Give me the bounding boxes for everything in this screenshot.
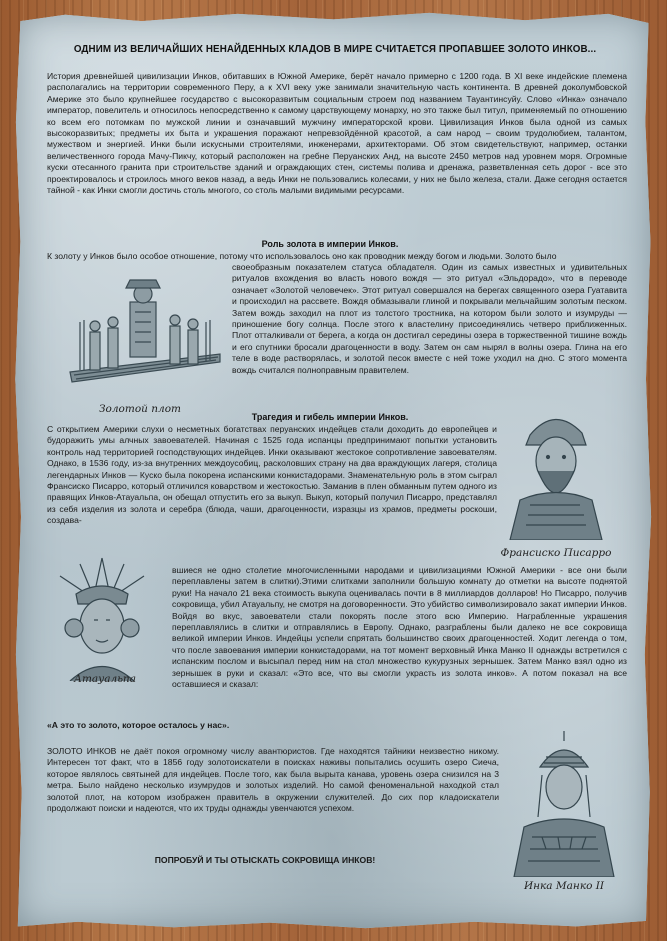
gold-legacy-paragraph bbox=[47, 746, 499, 814]
caption-manco: Инка Манко II bbox=[523, 880, 605, 892]
golden-raft-illustration bbox=[60, 262, 230, 402]
gold-role-first-line: К золоту у Инков было особое отношение, потому что использовалось оно как проводник между богом и людьми. Золото было bbox=[47, 251, 557, 261]
caption-atahualpa: Атауальпа bbox=[74, 673, 136, 685]
section-heading-tragedy: Трагедия и гибель империи Инков. bbox=[251, 412, 409, 422]
tragedy-paragraph-b: вшиеся не одно столетие многочисленными народами и цивилизациями Южной Америки - все они были переплавлены затем в слитки).Этими слитками заполнили большую комнату до отметки на высоте поднятой руки! На начало 21 века стоимость выкупа оценивалась почти в 8 миллиардов долларов! Но Писарро, получив сокровища, убил Атауальпу, не смотря на договоренности. Это убийство символизировало закат империи Инков. Войдя во вкус, завоеватели стали покорять после этого всю Империю. Награбленные украшения переплавлялись в слитки и отправлялись в Европу. Однако, разграблены были далеко не все сокровища великой империи Инков. Индейцы успели спрятать большинство своих драгоценностей. Ходит легенда о том, что после завоевания империи конкистадорами, на тот момент верховный Инка Манко II однажды встретился с испанским послом и высыпал перед ним на стол множество кукурузных зернышек. Затем Манко взял одно из зернышек в руки и сказал: «Это все, что вы смогли украсть из золота инков». А потом показал на все оставшиеся и сказал: bbox=[172, 565, 627, 690]
manco-quote: «А это то золото, которое осталось у нас». bbox=[47, 720, 230, 730]
caption-golden-raft: Золотой плот bbox=[99, 403, 181, 415]
gold-role-paragraph: своеобразным показателем статуса обладателя. Один из самых известных и удивительных ритуалов вхождения во власть нового вождя — это ритуал «Эльдорадо», что в переводе означает «Золотой человечек». Этот ритуал совершался на берегах священного озера Гуатавита и происходил на рассвете. Вождя обмазывали глиной и покрывали мельчайшим золотым песком. Затем вождь заходил на плот из толстого тростника, на котором были золото и изумруды — приношение богу солнца. После этого к властелину присоединялись четверо приближенных. Плот отталкивали от берега, а когда он достигал середины озера в торжественной тишине вождь и его спутники бросали драгоценности в воду. Затем он сам нырял в волны озера. Глина на его теле в воде растворялась, и золотой песок вместе с ней тоже уходил на дно. С этого момента вождь считался полноправным правителем. bbox=[232, 262, 627, 375]
section-heading-gold-role: Роль золота в империи Инков. bbox=[261, 239, 399, 249]
gold-legacy-text: не даёт покоя огромному числу авантюристов. Где находятся тайники неизвестно никому. Интересен тот факт, что в 1856 году золотоискатели в поисках наживы попытались осушить озеро Сиеча, которое являлось святыней для индейцев. После того, как была вырыта канава, уровень озера снизился на 3 метра. Было найдено несколько изумрудов и золотых изделий. Но самой феноменальной находкой стал золотой плот, на котором изображен правитель в окружении служителей. До сих пор кладоискатели продолжают поиски и надеются, что их труды однажды увенчаются успехом. bbox=[47, 746, 499, 814]
page-title: ОДНИМ ИЗ ВЕЛИЧАЙШИХ НЕНАЙДЕННЫХ КЛАДОВ В МИРЕ СЧИТАЕТСЯ ПРОПАВШЕЕ ЗОЛОТО ИНКОВ... bbox=[73, 44, 597, 55]
caption-pizarro: Франсиско Писарро bbox=[500, 547, 612, 559]
intro-paragraph: История древнейшей цивилизации Инков, обитавших в Южной Америке, берёт начало примерно с 1200 года. В XI веке индейские племена располагались на территории современного Перу, а к XVI веку уже занимали значительную часть континента. В древней доколумбовской Америке это было крупнейшее государство с высокоразвитым социальным строем под названием Тауантинсуйу. Слово «Инка» означало император, повелитель и относилось непосредственно к самому царствующему монарху, но это также был титул, применяемый по отношению ко всем его потомкам по мужской линии и означавший мужчину императорской крови. Цивилизация Инков была одной из самых высокоразвитых; предметы их быта и украшения поражают непревзойдённой красотой, а сам народ – своим трудолюбием, талантом, мужеством и энергией. Инки были искусными строителями, инженерами, архитекторами. Об этом свидетельствуют, например, останки величественного города Мачу-Пикчу, который расположен на гребне Перуанских Анд, на высоте 2450 метров над уровнем моря. Огромные куски отесанного гранита при строительстве зданий и ограждающих стен, системы полива и дренажа, разветвленная сеть дорог - все это проектировалось и строилось многo веков назад, а ведь Инки не пользовались колесами, у них не было железа, стали. Даже сегодня остается тайной - как Инки смогли достичь столь многого, со столь малыми видимыми ресурсами. bbox=[47, 71, 627, 196]
manco-portrait bbox=[502, 727, 627, 877]
call-to-action: ПОПРОБУЙ И ТЫ ОТЫСКАТЬ СОКРОВИЩА ИНКОВ! bbox=[154, 855, 376, 865]
atahualpa-portrait bbox=[40, 556, 165, 681]
pizarro-portrait bbox=[500, 405, 610, 540]
gold-legacy-lead: ЗОЛОТО ИНКОВ bbox=[47, 746, 117, 756]
tragedy-paragraph-a: С открытием Америки слухи о несметных богатствах перуанских индейцев стали доходить до европейцев и будоражить умы алчных завоевателей. Начиная с 1525 года испанцы предпринимают попытки установить контроль над территорией господствующих индейцев. Инки оказывают жестокое сопротивление завоевателям. Однако, в 1536 году, из-за внутренних междоусобиц, расколовших страну на два враждующих лагеря, столица легендарных Инков — Куско была покорена испанскими конкистадорами. Знаменательную роль в этом сыграл Франсиско Писарро, который отличился коварством и жестокостью. Заманив в плен обманным путем одного из правящих Инков-Атауальпа, он обещал отпустить его за выкуп. Выкуп, который получил Писарро, представлял из себя изделия из золота и серебра (блюда, чаши, драгоценности, изразцы из храмов, предметы роскоши, создава- bbox=[47, 424, 497, 526]
